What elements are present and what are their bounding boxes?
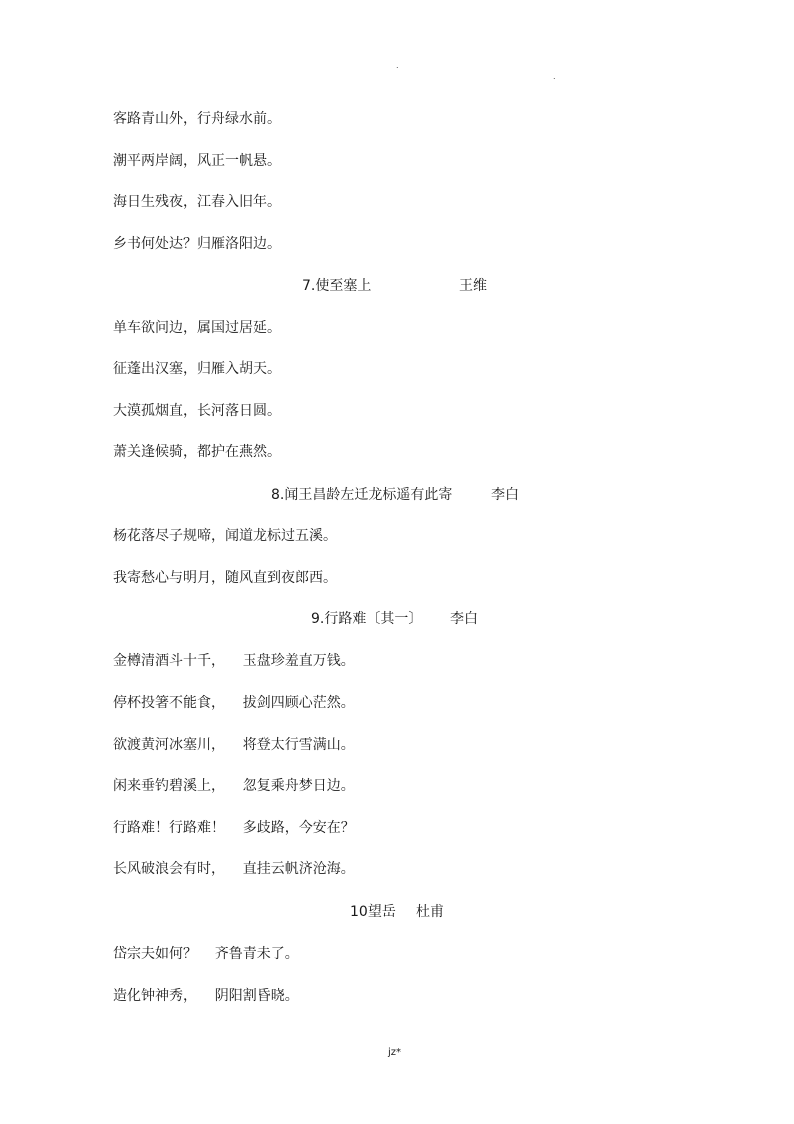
poem-title: 7.使至塞上 — [302, 278, 372, 294]
verse-line: 单车欲问边，属国过居延。 — [113, 320, 281, 336]
verse-line: 金樽清酒斗十千， 玉盘珍羞直万钱。 — [113, 653, 355, 669]
verse-line: 海日生残夜，江春入旧年。 — [113, 194, 281, 210]
poem-title: 9.行路难〔其一〕 — [311, 611, 423, 627]
poem-author: 李白 — [491, 487, 519, 503]
verse-line: 岱宗夫如何？ 齐鲁青未了。 — [113, 946, 299, 962]
verse-line: 萧关逢候骑，都护在燕然。 — [113, 444, 281, 460]
verse-line: 我寄愁心与明月，随风直到夜郎西。 — [113, 570, 337, 586]
poem-title: 8.闻王昌龄左迁龙标遥有此寄 — [271, 487, 453, 503]
verse-line: 乡书何处达？归雁洛阳边。 — [113, 236, 281, 252]
verse-line: 停杯投箸不能食， 拔剑四顾心茫然。 — [113, 695, 355, 711]
header-mark: . — [396, 61, 399, 70]
verse-line: 闲来垂钓碧溪上， 忽复乘舟梦日边。 — [113, 778, 355, 794]
verse-line: 行路难！行路难！ 多歧路，今安在？ — [113, 820, 355, 836]
verse-line: 杨花落尽子规啼，闻道龙标过五溪。 — [113, 528, 337, 544]
poem-author: 王维 — [459, 278, 487, 294]
verse-line: 大漠孤烟直，长河落日圆。 — [113, 403, 281, 419]
poem-author: 李白 — [450, 611, 478, 627]
header-mark: . — [553, 72, 556, 81]
verse-line: 造化钟神秀， 阴阳割昏晓。 — [113, 988, 299, 1004]
verse-line: 征蓬出汉塞，归雁入胡天。 — [113, 361, 281, 377]
verse-line: 欲渡黄河冰塞川， 将登太行雪满山。 — [113, 737, 355, 753]
verse-line: 潮平两岸阔，风正一帆悬。 — [113, 153, 281, 169]
poem-title: 10望岳 — [350, 904, 396, 920]
page-footer: jz* — [388, 1047, 402, 1058]
verse-line: 长风破浪会有时， 直挂云帆济沧海。 — [113, 861, 355, 877]
poem-author: 杜甫 — [416, 904, 444, 920]
verse-line: 客路青山外，行舟绿水前。 — [113, 111, 281, 127]
